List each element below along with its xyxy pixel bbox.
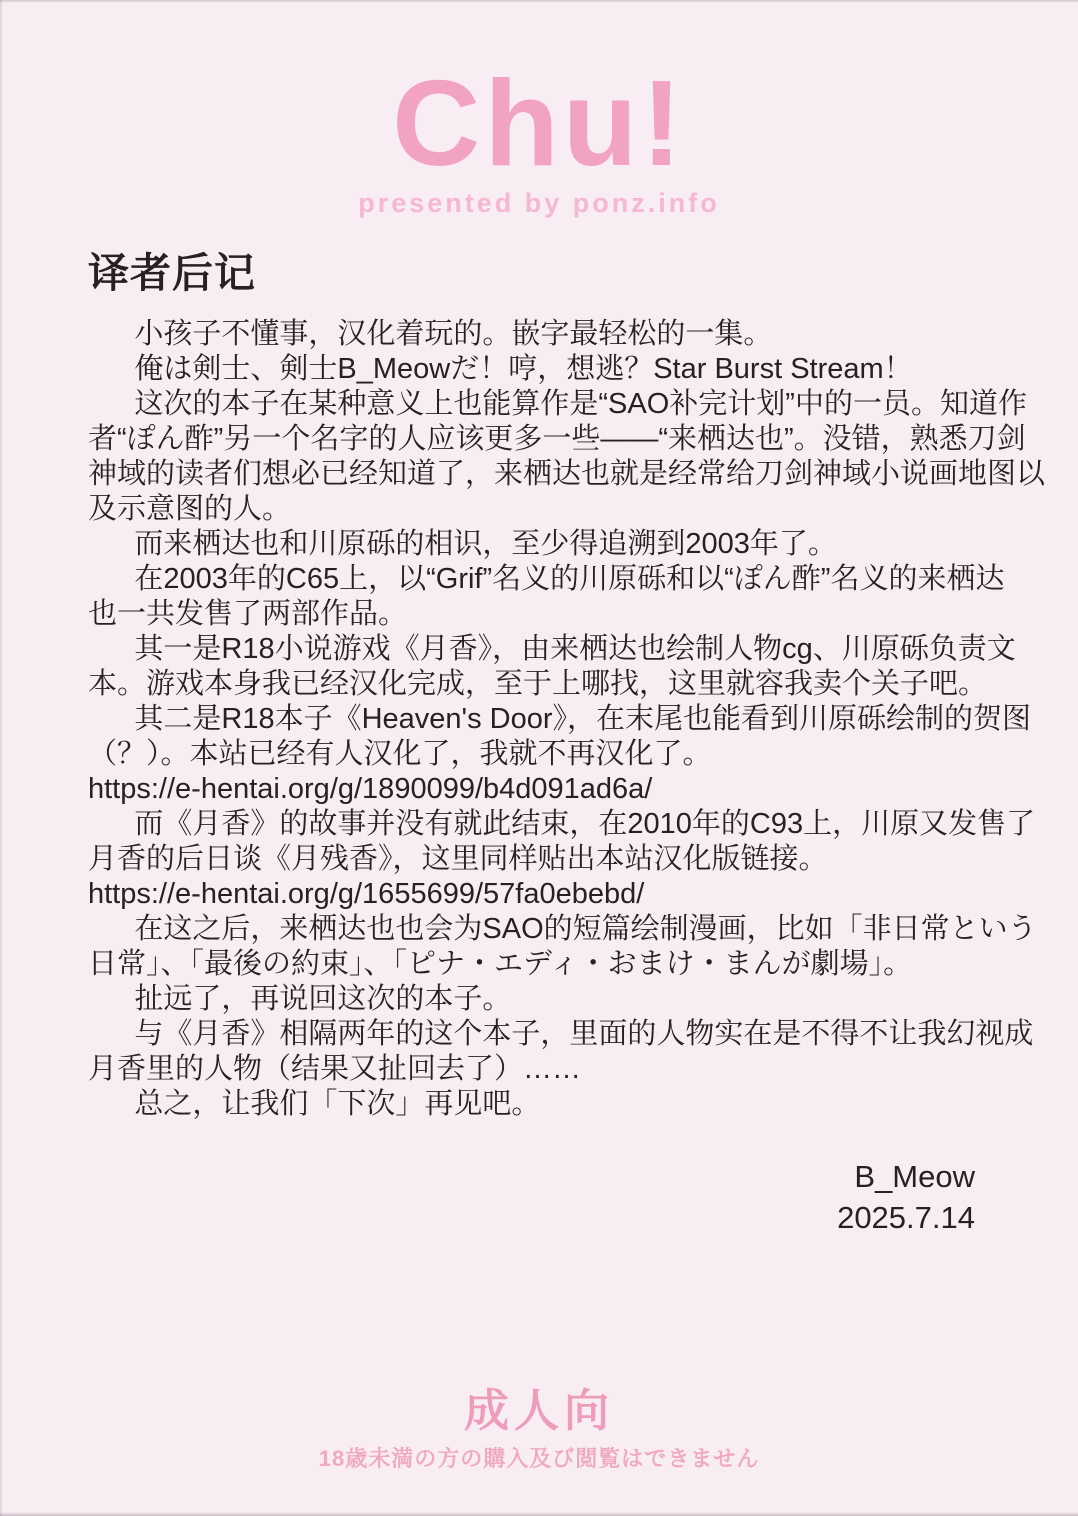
body-line: 其二是R18本子《Heaven's Door》，在末尾也能看到川原砾绘制的贺图: [134, 703, 1031, 735]
body-line: 神域的读者们想必已经知道了，来栖达也就是经常给刀剑神域小说画地图以: [88, 458, 1046, 490]
body-line: 其一是R18小说游戏《月香》，由来栖达也绘制人物cg、川原砾负责文: [134, 633, 1016, 665]
body-line: 这次的本子在某种意义上也能算作是“SAO补完计划”中的一员。知道作: [134, 388, 1027, 420]
body-line: 月香里的人物（结果又扯回去了）……: [88, 1053, 582, 1085]
age-restriction-notice: 18歳未満の方の購入及び閲覧はできません: [318, 1446, 760, 1471]
adult-notice-block: [0, 1374, 1078, 1473]
logo-chu: Chu!: [392, 55, 686, 191]
signature-name: B_Meow: [854, 1159, 975, 1194]
url-line: https://e-hentai.org/g/1890099/b4d091ad6a/: [88, 773, 653, 805]
body-line: 总之，让我们「下次」再见吧。: [134, 1088, 541, 1120]
body-line: 及示意图的人。: [88, 493, 292, 525]
signature-block: [837, 1156, 975, 1238]
scan-edge: [0, 0, 3, 1516]
body-line: （？）。本站已经有人汉化了，我就不再汉化了。: [88, 738, 712, 770]
body-line: 扯远了，再说回这次的本子。: [134, 983, 512, 1015]
logo-block: [0, 55, 1078, 219]
body-line: 在2003年的C65上，以“Grif”名义的川原砾和以“ぽん酢”名义的来栖达: [134, 563, 1005, 595]
body-line: 在这之后，来栖达也也会为SAO的短篇绘制漫画，比如「非日常という: [134, 913, 1037, 945]
rating-label: 成人向: [463, 1385, 614, 1436]
page-title: 译者后记: [88, 250, 256, 296]
body-line: 本。游戏本身我已经汉化完成，至于上哪找，这里就容我卖个关子吧。: [88, 668, 988, 700]
url-line: https://e-hentai.org/g/1655699/57fa0ebebd/: [88, 878, 645, 910]
body-line: 者“ぽん酢”另一个名字的人应该更多一些——“来栖达也”。没错，熟悉刀剑: [88, 423, 1026, 455]
body-line: 与《月香》相隔两年的这个本子，里面的人物实在是不得不让我幻视成: [134, 1018, 1034, 1050]
signature-date: 2025.7.14: [837, 1200, 975, 1235]
logo-subtitle: presented by ponz.info: [358, 188, 720, 218]
body-line: 而来栖达也和川原砾的相识，至少得追溯到2003年了。: [134, 528, 837, 560]
body-line: 而《月香》的故事并没有就此结束，在2010年的C93上，川原又发售了: [134, 808, 1036, 840]
body-line: 月香的后日谈《月残香》，这里同样贴出本站汉化版链接。: [88, 843, 828, 875]
body-line: 小孩子不懂事，汉化着玩的。嵌字最轻松的一集。: [134, 318, 773, 350]
body-line: 俺は剣士、剣士B_Meowだ！哼，想逃？Star Burst Stream！: [134, 353, 913, 385]
afterword-body: [88, 317, 1046, 1122]
body-line: 日常」、「最後の約束」、「ピナ・エディ・おまけ・まんが劇場」。: [88, 948, 913, 980]
body-line: 也一共发售了两部作品。: [88, 598, 408, 630]
